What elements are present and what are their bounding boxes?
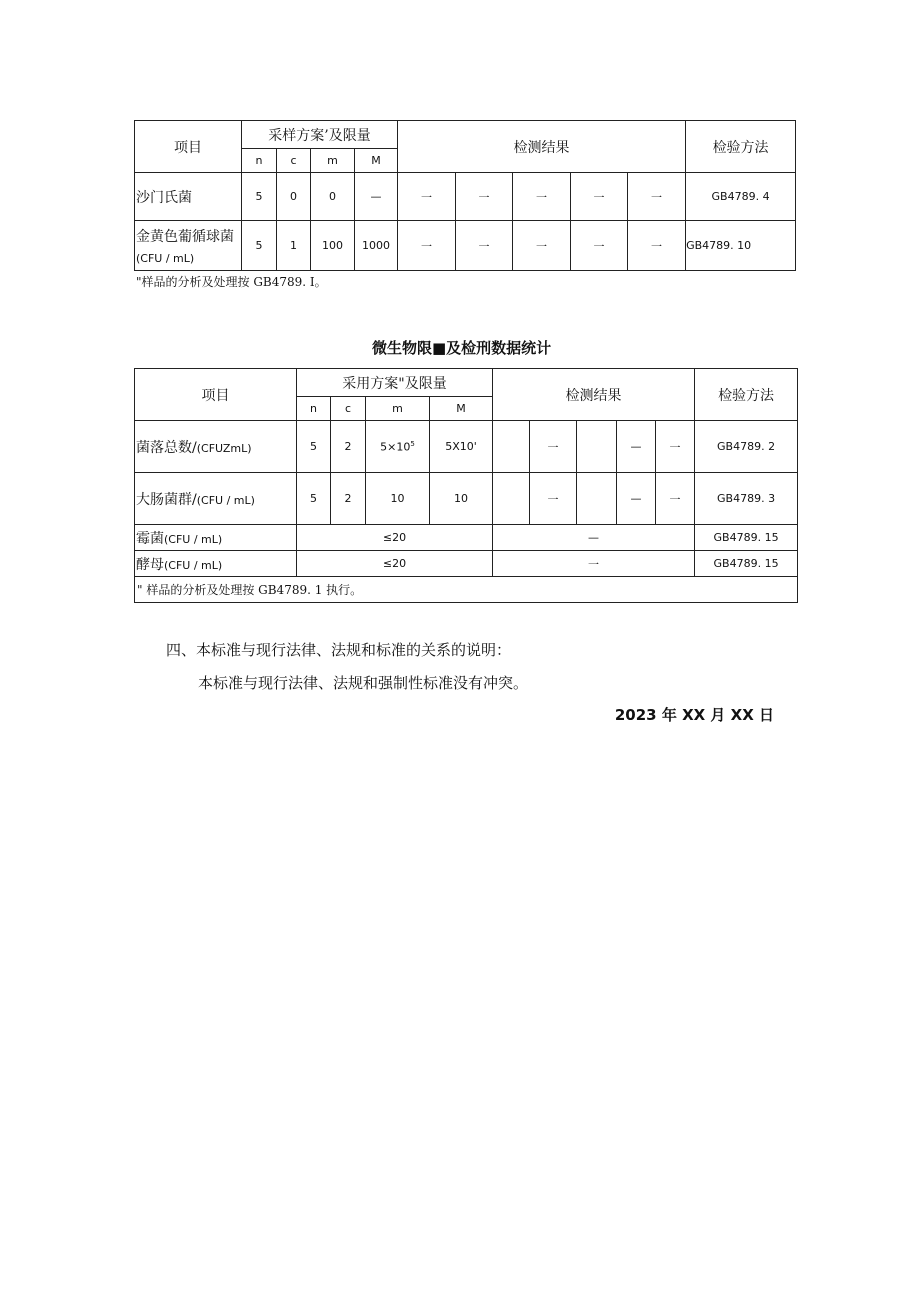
header-results: 检测结果 <box>398 121 686 173</box>
row-M: 1000 <box>355 221 398 271</box>
row-method: GB4789. 4 <box>686 173 796 221</box>
row-M: 10 <box>430 473 493 525</box>
header-c: c <box>277 149 311 173</box>
row-item-unit: (CFU / mL) <box>164 558 223 572</box>
row-result: 一 <box>513 221 571 271</box>
table-row <box>135 473 798 525</box>
row-c: 2 <box>331 421 366 473</box>
row-n: 5 <box>297 473 331 525</box>
row-m-exponent: 5 <box>410 439 415 448</box>
section-4-heading: 四、本标准与现行法律、法规和标准的关系的说明： <box>166 641 512 659</box>
row-n: 5 <box>297 421 331 473</box>
row-M: 5X10' <box>430 421 493 473</box>
header-method: 检验方法 <box>695 369 798 421</box>
header-plan: 采用方案"及限量 <box>297 369 493 397</box>
header-plan: 采样方案’及限量 <box>242 121 398 149</box>
row-item-unit: (CFU / mL) <box>196 493 255 507</box>
row-result: 一 <box>628 173 686 221</box>
row-result: 一 <box>656 473 695 525</box>
row-item-name: 大肠菌群/ <box>136 491 197 508</box>
row-c: 2 <box>331 473 366 525</box>
row-m <box>366 421 430 473</box>
header-M: M <box>430 397 493 421</box>
sampling-plan-table-1 <box>134 120 796 271</box>
header-results: 检测结果 <box>493 369 695 421</box>
row-item-unit: (CFUZmL) <box>196 441 252 455</box>
row-method: GB4789. 10 <box>686 221 796 271</box>
row-item-name: 酵母 <box>136 556 164 573</box>
row-result: 一 <box>456 173 513 221</box>
row-item <box>135 221 242 271</box>
row-m: 0 <box>311 173 355 221</box>
row-item: 沙门氏菌 <box>135 173 242 221</box>
row-c: 0 <box>277 173 311 221</box>
header-n: n <box>242 149 277 173</box>
row-M: — <box>355 173 398 221</box>
row-item-name: 菌落总数/ <box>136 439 197 456</box>
row-m-base: 5×10 <box>380 440 411 454</box>
header-m: m <box>366 397 430 421</box>
row-result: 一 <box>571 173 628 221</box>
row-result: 一 <box>571 221 628 271</box>
table-row <box>135 421 798 473</box>
section-4-body: 本标准与现行法律、法规和强制性标准没有冲突。 <box>198 674 529 692</box>
row-result: 一 <box>530 473 577 525</box>
row-m: 100 <box>311 221 355 271</box>
row-item-name: 霉菌 <box>136 530 164 547</box>
table2-caption: 微生物限■及检刑数据统计 <box>372 339 552 357</box>
row-item <box>135 421 297 473</box>
row-item <box>135 551 297 577</box>
row-limit: ≤20 <box>297 551 493 577</box>
row-limit: ≤20 <box>297 525 493 551</box>
row-result: 一 <box>493 551 695 577</box>
row-result <box>493 421 530 473</box>
document-date: 2023 年 XX 月 XX 日 <box>614 706 774 724</box>
row-result: — <box>493 525 695 551</box>
row-result <box>493 473 530 525</box>
row-item-unit: (CFU / mL) <box>164 532 223 546</box>
row-method: GB4789. 3 <box>695 473 798 525</box>
row-item-unit: (CFU / mL) <box>136 252 195 265</box>
row-c: 1 <box>277 221 311 271</box>
table-row <box>135 221 796 271</box>
row-result: — <box>617 473 656 525</box>
row-result: — <box>617 421 656 473</box>
row-n: 5 <box>242 173 277 221</box>
row-result: 一 <box>656 421 695 473</box>
row-item <box>135 525 297 551</box>
table-row <box>135 551 798 577</box>
table1-footnote: "样品的分析及处理按 GB4789. I。 <box>136 275 327 289</box>
row-method: GB4789. 15 <box>695 551 798 577</box>
header-m: m <box>311 149 355 173</box>
row-item-name: 金黄色葡循球菌 <box>136 229 234 245</box>
table-row <box>135 173 796 221</box>
table2-footnote: " 样品的分析及处理按 GB4789. 1 执行。 <box>135 577 798 603</box>
table-row <box>135 525 798 551</box>
row-result: 一 <box>398 221 456 271</box>
row-n: 5 <box>242 221 277 271</box>
header-M: M <box>355 149 398 173</box>
row-method: GB4789. 15 <box>695 525 798 551</box>
row-result: 一 <box>530 421 577 473</box>
header-c: c <box>331 397 366 421</box>
header-method: 检验方法 <box>686 121 796 173</box>
row-result <box>577 473 617 525</box>
row-method: GB4789. 2 <box>695 421 798 473</box>
row-m: 10 <box>366 473 430 525</box>
row-result: 一 <box>456 221 513 271</box>
header-item: 项目 <box>135 121 242 173</box>
row-result: 一 <box>628 221 686 271</box>
row-result <box>577 421 617 473</box>
header-n: n <box>297 397 331 421</box>
row-result: 一 <box>398 173 456 221</box>
row-result: 一 <box>513 173 571 221</box>
row-item <box>135 473 297 525</box>
header-item: 项目 <box>135 369 297 421</box>
sampling-plan-table-2 <box>134 368 798 603</box>
